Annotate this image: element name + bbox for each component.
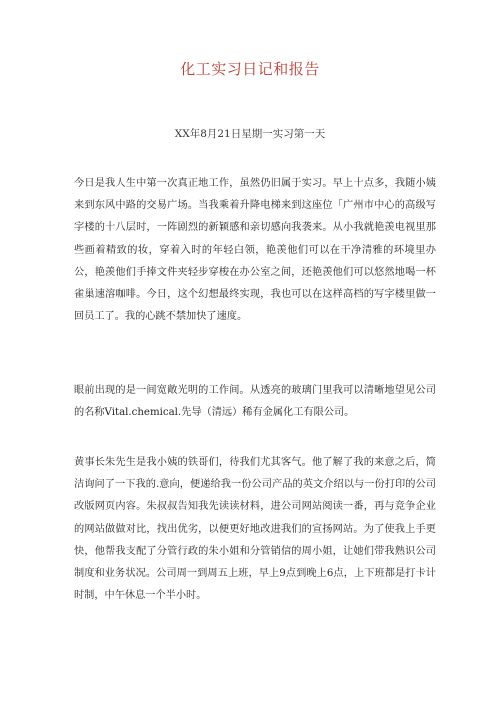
diary-date-heading: XX年8月21日星期一实习第一天 xyxy=(174,128,326,140)
paragraph-company-name: 眼前出现的是一间宽敞光明的工作间。从透亮的玻璃门里我可以清晰地望见公司的名称Vital.chemical.先导（清远）稀有金属化工有限公司。 xyxy=(74,385,436,419)
document-title: 化工实习日记和报告 xyxy=(180,60,320,78)
paragraph-first-day: 今日是我人生中第一次真正地工作，虽然仍旧属于实习。早上十点多，我随小姨来到东风中路的交易广场。当我乘着升降电梯来到这座位「广州市中心的高级写字楼的十八层时，一阵剧烈的新颖感和亲切感向我袭来。从小我就艳羡电视里那些画着精致的妆，穿着入时的年轻白领，艳羡他们可以在干净清雅的环境里办公，艳羡他们手捧文件夹轻步穿梭在办公室之间，还艳羡他们可以悠然地喝一杯雀巢速溶咖啡。今日，这个幻想最终实现，我也可以在这样高档的写字楼里做一回员工了。我的心跳不禁加快了速度。 xyxy=(74,178,436,323)
paragraph-chairman-intro: 黄事长朱先生是我小姨的铁哥们，待我们尤其客气。他了解了我的来意之后，简洁询问了一下我的.意向，便递给我一份公司产品的英文介绍以与一份打印的公司改版网页内容。朱叔叔告知我先读读材料，进公司网站阅读一番，再与竞争企业的网站做做对比，找出优劣，以便更好地改进我们的宣扬网站。为了使我上手更快，他帮我支配了分管行政的朱小姐和分管销信的周小姐，让她们带我熟识公司制度和业务状况。公司周一到周五上班，早上9点到晚上6点，上下班都是打卡计时制，中午休息一个半小时。 xyxy=(74,457,436,602)
